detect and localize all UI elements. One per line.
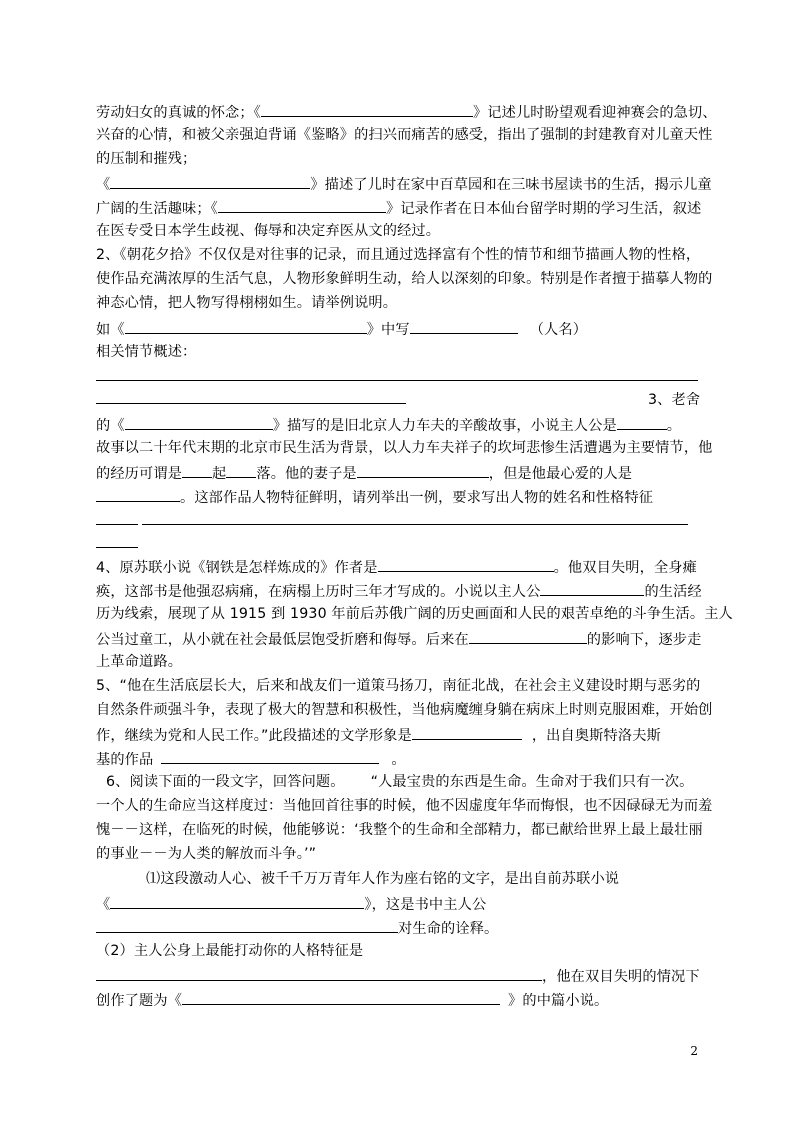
text-segment: ⑴这段激动人心、被千千万万青年人作为座右铭的文字，是出自前苏联小说 [146,871,620,887]
answer-line[interactable] [96,547,138,548]
text-segment: 》中写 [366,322,410,338]
text-segment: 落。他的妻子是 [256,466,357,482]
text-segment: 。这部作品人物特征鲜明，请列举出一例，要求写出人物的姓名和性格特征 [180,490,654,506]
answer-line[interactable] [142,524,688,525]
fill-blank[interactable] [226,462,256,478]
fill-blank[interactable] [110,173,310,189]
text-segment: 兴奋的心情，和被父亲强迫背诵《鉴略》的扫兴而痛苦的感受，指出了强制的封建教育对儿童天性 [96,127,713,143]
answer-line[interactable] [96,524,138,525]
text-segment: 》的中篇小说。 [508,993,609,1009]
fill-blank[interactable] [182,989,500,1005]
text-line [96,245,700,265]
text-line [96,965,700,987]
text-segment: 的影响下，逐步走 [586,632,702,648]
fill-blank[interactable] [182,462,212,478]
text-segment: 广阔的生活趣味；《 [96,201,218,217]
text-segment: 的《 [96,418,125,434]
fill-blank[interactable] [378,556,554,572]
text-segment: （2）主人公身上最能打动你的人格特征是 [96,943,364,959]
page-number: 2 [690,1044,698,1058]
text-line [96,556,697,578]
text-line [96,748,406,770]
text-line [648,390,700,410]
text-line [96,604,733,624]
fill-blank[interactable] [161,748,379,764]
text-line [96,700,713,720]
text-line [96,197,701,219]
fill-blank[interactable] [540,580,644,596]
text-line [96,580,702,602]
text-segment: 神态心情，把人物写得栩栩如生。请举例说明。 [96,295,398,311]
fill-blank[interactable] [110,893,364,909]
text-segment: 自然条件顽强斗争，表现了极大的智慧和积极性，当他病魔缠身躺在病床上时则克服困难，开始创 [96,702,713,718]
text-segment: 《 [96,177,111,193]
text-segment: 》，这是书中主人公 [364,897,487,913]
fill-blank[interactable] [96,917,398,933]
text-segment: ，出自奥斯特洛夫斯 [531,728,661,744]
fill-blank[interactable] [357,462,489,478]
text-segment: 3、老舍 [648,392,701,408]
text-line [96,221,440,241]
text-line [96,414,681,436]
fill-blank[interactable] [261,101,473,117]
text-segment: 5、“他在生活底层长大，后来和战友们一道策马扬刀，南征北战，在社会主义建设时期与恶劣的 [96,678,701,694]
fill-blank[interactable] [410,318,518,334]
text-segment: （人名） [529,322,588,338]
text-segment: 》描述了儿时在家中百草园和在三味书屋读书的生活，揭示儿童 [310,177,712,193]
text-segment: 作，继续为党和人民工作。”此段描述的文学形象是 [96,728,412,744]
text-line [96,941,363,961]
text-segment: 故事以二十年代末期的北京市民生活为背景，以人力车夫祥子的坎坷悲惨生活遭遇为主要情节，他 [96,440,713,456]
text-segment: 的事业－－为人类的解放而斗争。’” [96,846,317,862]
text-line [106,772,694,792]
text-segment: 创作了题为《 [96,993,183,1009]
text-segment: 4、原苏联小说《钢铁是怎样炼成的》作者是 [96,560,378,576]
text-line [96,342,196,362]
text-line [96,462,632,484]
text-segment: 对生命的诠释。 [398,921,499,937]
text-line [96,101,717,123]
text-segment: ，但是他最心爱的人是 [488,466,633,482]
text-segment: “人最宝贵的东西是生命。生命对于我们只有一次。 [370,774,694,790]
text-line [146,869,619,889]
text-line [96,628,701,650]
text-segment: 痪，这部书是他强忍病痛，在病榻上历时三年才写成的。小说以主人公 [96,584,541,600]
text-line [96,438,713,458]
text-segment: 。他双目失明，全身瘫 [553,560,697,576]
text-segment: 愧－－这样，在临死的时候，他能够说：‘我整个的生命和全部精力，都已献给世界上最上最壮丽 [96,822,703,838]
fill-blank[interactable] [125,414,273,430]
text-segment: 6、阅读下面的一段文字，回答问题。 [106,774,345,790]
text-segment: 基的作品 [96,752,154,768]
text-line [96,293,397,313]
text-line [96,486,653,508]
text-segment: 》描写的是旧北京人力车夫的辛酸故事，小说主人公是 [272,418,617,434]
text-segment: 》记录作者在日本仙台留学时期的学习生活，叙述 [385,201,702,217]
text-segment: 相关情节概述： [96,344,197,360]
fill-blank[interactable] [96,965,542,981]
text-line [96,989,608,1011]
text-line [96,917,498,939]
fill-blank[interactable] [617,414,667,430]
text-line [96,844,316,864]
text-segment: 的压制和摧残； [96,151,197,167]
text-line [96,173,712,195]
text-segment: 公当过童工，从小就在社会最低层饱受折磨和侮辱。后来在 [96,632,469,648]
fill-blank[interactable] [218,197,386,213]
text-segment: ，他在双目失明的情况下 [542,969,700,985]
text-line [96,893,486,915]
text-segment: 起 [212,466,227,482]
text-segment: 《 [96,897,111,913]
text-segment: 上革命道路。 [96,654,183,670]
text-line [96,796,713,816]
text-line [96,318,587,340]
text-segment: 在医专受日本学生歧视、侮辱和决定弃医从文的经过。 [96,223,441,239]
text-segment: 2、《朝花夕拾》不仅仅是对往事的记录，而且通过选择富有个性的情节和细节描画人物的性格， [96,247,701,263]
text-line [96,820,703,840]
answer-line[interactable] [96,403,406,404]
text-segment: 。 [666,418,682,434]
text-line [96,724,661,746]
text-segment: 劳动妇女的真诚的怀念；《 [96,105,261,121]
text-segment: 使作品充满浓厚的生活气息，人物形象鲜明生动，给人以深刻的印象。特别是作者擅于描摹人物的 [96,271,713,287]
fill-blank[interactable] [125,318,367,334]
text-line [96,676,701,696]
text-segment: 如《 [96,322,125,338]
text-segment: 历为线索，展现了从 1915 到 1930 年前后苏俄广阔的历史画面和人民的艰苦卓绝的斗争生活。主人 [96,606,733,622]
text-segment: 的经历可谓是 [96,466,183,482]
text-segment: 》记述儿时盼望观看迎神赛会的急切、 [472,105,717,121]
text-line [96,652,182,672]
text-segment: 。 [391,752,406,768]
answer-line[interactable] [96,380,698,381]
text-segment: 一个人的生命应当这样度过：当他回首往事的时候，他不因虚度年华而悔恨，也不因碌碌无为而羞 [96,798,713,814]
text-line [96,149,196,169]
fill-blank[interactable] [96,486,180,502]
fill-blank[interactable] [412,724,522,740]
text-segment: 的生活经 [644,584,702,600]
text-line [96,125,713,145]
fill-blank[interactable] [469,628,587,644]
text-line [96,269,713,289]
